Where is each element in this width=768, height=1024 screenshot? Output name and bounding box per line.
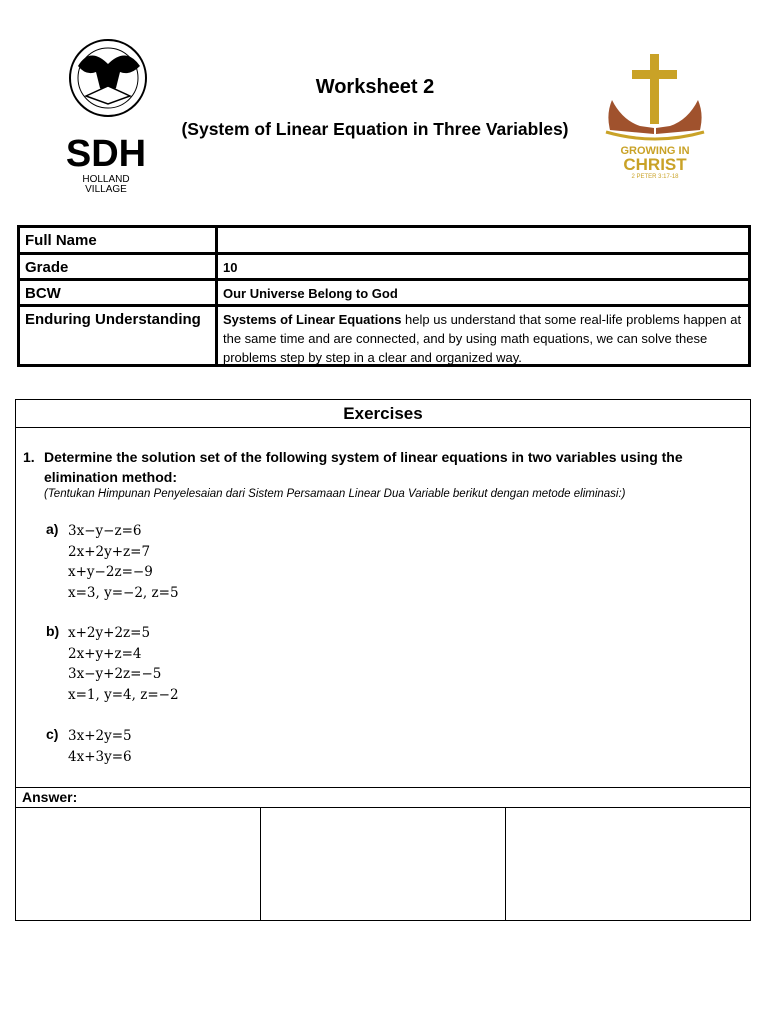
question-1-translation: (Tentukan Himpunan Penyelesaian dari Sistem Persamaan Linear Dua Variable berikut dengan metode eliminasi:) <box>44 488 626 500</box>
part-c-equations <box>68 726 132 767</box>
equation: x=1, y=4, z=−2 <box>68 686 179 703</box>
part-b-equations <box>68 623 179 705</box>
worksheet-subtitle: (System of Linear Equation in Three Variables) <box>181 119 569 139</box>
equation: 4x+3y=6 <box>68 748 132 765</box>
full-name-label: Full Name <box>20 228 218 252</box>
enduring-understanding-value <box>218 307 748 367</box>
info-row-full-name <box>20 228 748 255</box>
answer-label: Answer: <box>16 787 750 808</box>
info-row-grade <box>20 255 748 281</box>
bcw-value: Our Universe Belong to God <box>223 286 398 301</box>
growing-in-christ-logo <box>600 50 710 180</box>
answer-cell-1[interactable] <box>16 808 261 920</box>
svg-text:CHRIST: CHRIST <box>623 155 687 174</box>
part-c-label: c) <box>46 726 59 742</box>
enduring-understanding-text: help us understand that some real-life problems happen at the same time and are connected, and by using math equations, we can solve these problems step by step in a clear and organized way. <box>223 312 742 365</box>
enduring-understanding-label: Enduring Understanding <box>20 307 218 367</box>
svg-text:2 PETER 3:17-18: 2 PETER 3:17-18 <box>631 174 679 180</box>
question-1-text: Determine the solution set of the following system of linear equations in two variables using the elimination method: <box>44 449 683 485</box>
info-row-enduring-understanding <box>20 307 748 367</box>
part-b-label: b) <box>46 623 60 639</box>
question-1 <box>23 447 735 487</box>
grade-label: Grade <box>20 255 218 278</box>
part-a-equations <box>68 521 179 603</box>
equation: x+y−2z=−9 <box>68 564 153 580</box>
equation: 3x−y+2z=−5 <box>68 666 162 682</box>
equation: x+2y+2z=5 <box>68 625 151 641</box>
exercises-heading: Exercises <box>16 400 750 428</box>
svg-text:SDH: SDH <box>65 133 147 175</box>
answer-cell-2[interactable] <box>261 808 506 920</box>
question-1-number: 1. <box>23 449 35 465</box>
svg-text:VILLAGE: VILLAGE <box>85 184 127 195</box>
exercises-box <box>15 399 751 921</box>
equation: 2x+2y+z=7 <box>68 543 151 560</box>
equation: 3x+2y=5 <box>68 728 132 744</box>
bcw-label: BCW <box>20 281 218 304</box>
student-info-table <box>17 225 751 367</box>
equation: x=3, y=−2, z=5 <box>68 584 179 601</box>
svg-text:GROWING IN: GROWING IN <box>620 145 690 157</box>
part-a-label: a) <box>46 521 59 537</box>
grade-value: 10 <box>223 260 238 275</box>
svg-text:HOLLAND: HOLLAND <box>82 174 130 185</box>
answer-cell-3[interactable] <box>506 808 750 920</box>
school-logo <box>60 36 160 196</box>
equation: 2x+y+z=4 <box>68 645 142 662</box>
enduring-understanding-bold: Systems of Linear Equations <box>223 312 402 327</box>
equation: 3x−y−z=6 <box>68 523 142 539</box>
info-row-bcw <box>20 281 748 307</box>
full-name-field[interactable] <box>218 228 748 252</box>
worksheet-title: Worksheet 2 <box>315 76 435 98</box>
